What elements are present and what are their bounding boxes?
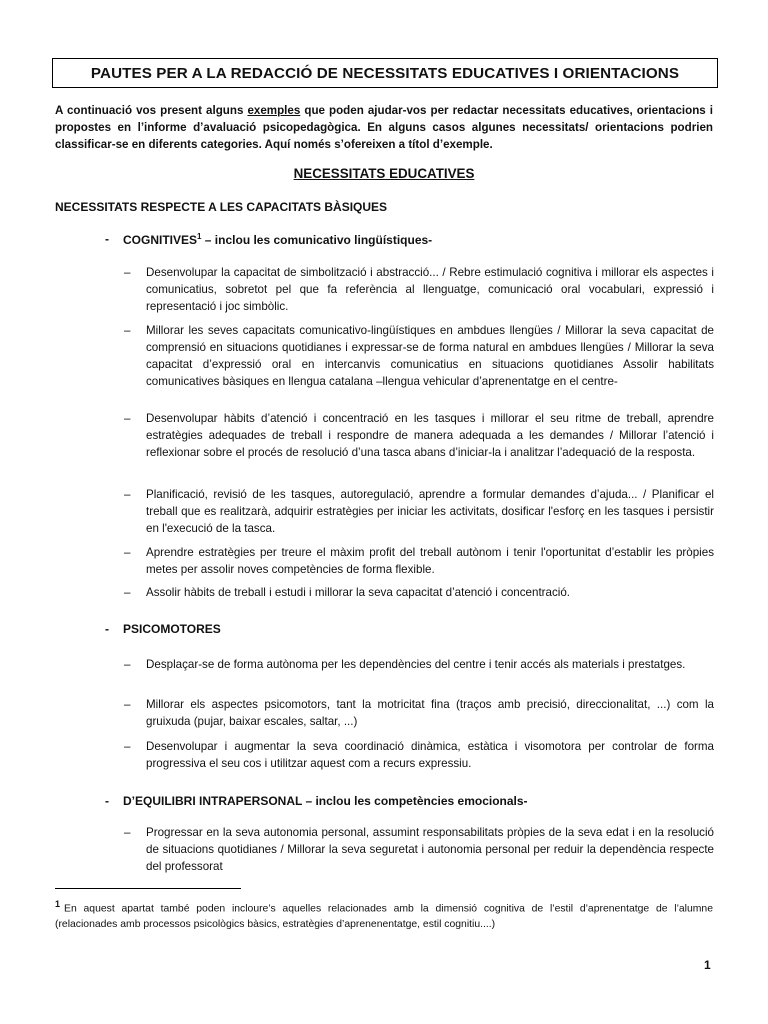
category-heading-equilibri-intrapersonal [105,794,528,808]
item-dash: – [124,266,131,279]
category-title: D’EQUILIBRI INTRAPERSONAL – inclou les competències emocionals- [123,794,528,808]
list-item [124,322,714,390]
list-item [124,696,714,730]
list-item [124,584,714,601]
list-item [124,738,714,772]
item-text: Desenvolupar i augmentar la seva coordinació dinàmica, estàtica i visomotora per controlar de forma progressiva el seu cos i utilitzar aquest com a recurs expressiu. [146,740,714,770]
category-title: COGNITIVES$^1$ – inclou les comunicativo lingüístiques- [123,232,433,247]
list-item [124,486,714,537]
list-item [124,824,714,875]
footnote-divider [55,888,241,889]
list-item [124,410,714,461]
item-text: Desplaçar-se de forma autònoma per les dependències del centre i tenir accés als materials i prestatges. [146,658,686,671]
intro-text-before: A continuació vos present alguns [55,104,248,117]
item-dash: – [124,488,131,501]
footnote-text: En aquest apartat també poden incloure’s aquelles relacionades amb la dimensió cognitiva de l’estil d’aprenentatge de l’alumne (relacionades amb processos psicològics bàsics, estratègies d’aprenenentatge, estil cognitiu....) [55,903,713,931]
category-heading-psicomotores [105,622,221,636]
item-text: Desenvolupar hàbits d’atenció i concentració en les tasques i millorar el seu ritme de treball, aprendre estratègies adequades de treball i respondre de manera adequada a les demandes / Millorar l’atenció i reflexionar sobre el procés de resolució d’una tasca abans d’iniciar-la i analitzar l’adequació de la resposta. [146,412,714,459]
list-item [124,544,714,578]
item-dash: – [124,586,131,599]
item-dash: – [124,658,131,671]
item-text: Progressar en la seva autonomia personal, assumint responsabilitats pròpies de la seva edat i en la resolució de situacions quotidianes / Millorar la seva seguretat i autonomia personal per reduir la dependència respecte del professorat [146,826,714,873]
category-dash: - [105,794,109,808]
footnote-marker: 1 [197,232,202,241]
page-number: 1 [704,958,711,972]
category-title: PSICOMOTORES [123,622,221,636]
item-dash: – [124,546,131,559]
section-heading: NECESSITATS EDUCATIVES [293,166,475,181]
category-heading-cognitives [105,232,432,247]
item-dash: – [124,826,131,839]
footnote [55,896,713,933]
item-text: Assolir hàbits de treball i estudi i millorar la seva capacitat d’atenció i concentració. [146,586,571,599]
item-dash: – [124,740,131,753]
category-dash: - [105,232,109,246]
list-item [124,656,714,673]
item-dash: – [124,324,131,337]
item-text: Millorar les seves capacitats comunicativo-lingüístiques en ambdues llengües / Millorar la seva capacitat de comprensió en situacions quotidianes i expressar-se de forma natural en ambdues llengües / Millorar la seva capacitat d’expressió oral en intercanvis comunicatius en situacions quotidianes Assolir habilitats comunicatives bàsiques en llengua catalana –llengua vehicular d’aprenentatge en el centre- [146,324,714,388]
item-text: Aprendre estratègies per treure el màxim profit del treball autònom i tenir l'oportunitat d’establir les pròpies metes per assolir noves competències de forma flexible. [146,546,714,576]
item-dash: – [124,698,131,711]
footnote-number: 1 [55,899,61,909]
item-text: Millorar els aspectes psicomotors, tant la motricitat fina (traços amb precisió, direccionalitat, ...) com la gruixuda (pujar, baixar escales, saltar, ...) [146,698,714,728]
item-text: Planificació, revisió de les tasques, autoregulació, aprendre a formular demandes d’ajuda... / Planificar el treball que es realitzarà, adquirir estratègies per iniciar les activitats, dosificar l'esforç en les tasques i persistir en l'execució de la tasca. [146,488,714,535]
intro-emphasis: exemples [247,104,301,117]
sub-heading: NECESSITATS RESPECTE A LES CAPACITATS BÀSIQUES [55,200,388,214]
category-dash: - [105,622,109,636]
list-item [124,264,714,315]
item-dash: – [124,412,131,425]
intro-text-after: que poden ajudar-vos per redactar necessitats educatives, orientacions i propostes en l’informe d’avaluació psicopedagògica. En alguns casos algunes necessitats/ orientacions podrien classificar-se en diferents categories. Aquí només s’ofereixen a títol d’exemple. [55,104,714,151]
page-title: PAUTES PER A LA REDACCIÓ DE NECESSITATS EDUCATIVES I ORIENTACIONS [52,58,718,88]
item-text: Desenvolupar la capacitat de simbolització i abstracció... / Rebre estimulació cognitiva i millorar els aspectes i comunicatius, sobretot pel que fa referència al llenguatge, comunicació oral vocabulari, expressió i representació i joc simbòlic. [146,266,714,313]
intro-paragraph [55,102,713,153]
